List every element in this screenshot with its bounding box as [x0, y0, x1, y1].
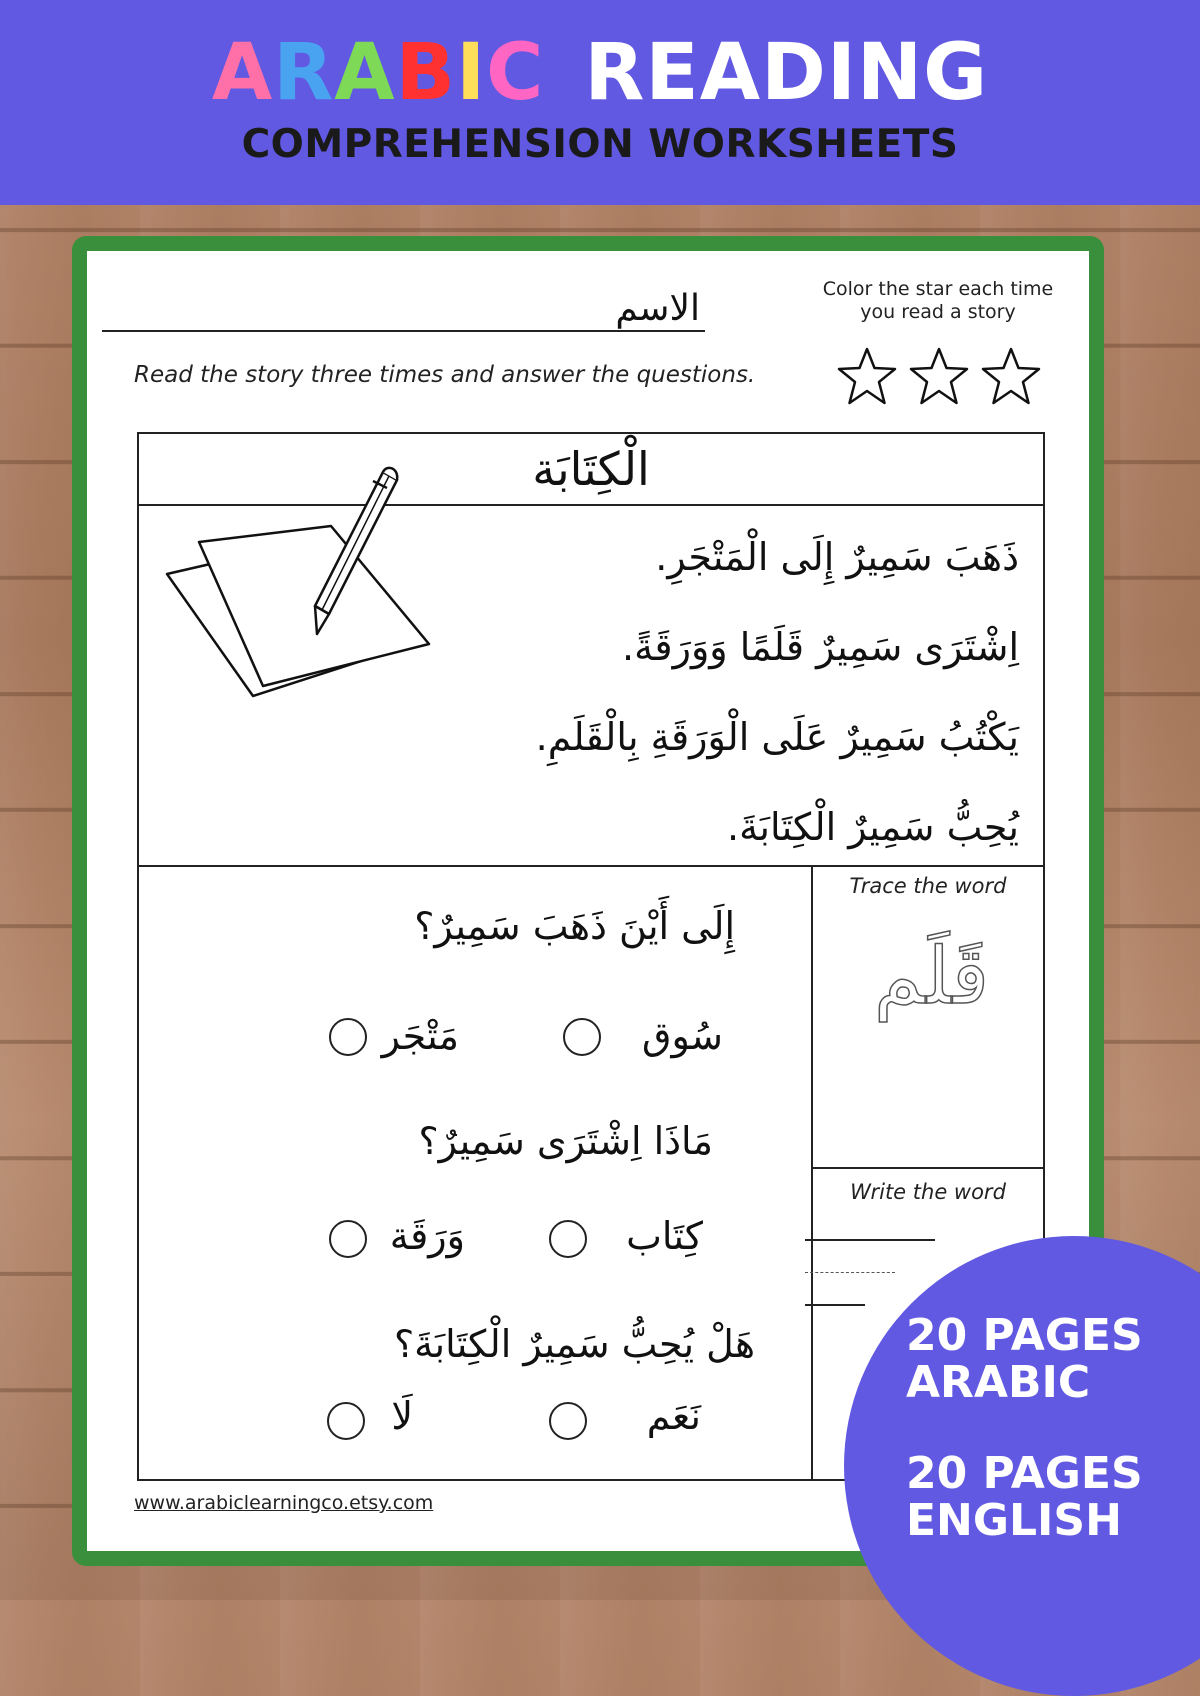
q1-option-2-radio[interactable] — [329, 1018, 367, 1056]
instruction-text: Read the story three times and answer the questions. — [134, 362, 756, 388]
story-line-4: يُحِبُّ سَمِيرٌ الْكِتَابَةَ. — [726, 805, 1019, 849]
name-label: الاسم — [615, 288, 700, 329]
question-1: إِلَى أَيْنَ ذَهَبَ سَمِيرٌ؟ — [414, 904, 735, 948]
title-letter-4: B — [395, 28, 457, 118]
q3-option-2: لَا — [391, 1394, 413, 1438]
write-line-top[interactable] — [805, 1239, 935, 1241]
q2-option-2: وَرَقَة — [389, 1214, 465, 1258]
trace-write-divider — [813, 1167, 1043, 1169]
write-heading: Write the word — [850, 1180, 1006, 1204]
banner-subtitle: COMPREHENSION WORKSHEETS — [241, 122, 959, 167]
q1-option-1: سُوق — [642, 1014, 723, 1058]
q3-option-1-radio[interactable] — [549, 1402, 587, 1440]
question-2: مَاذَا اِشْتَرَى سَمِيرٌ؟ — [418, 1119, 713, 1163]
title-letter-2: R — [273, 28, 335, 118]
title-letter-6: C — [486, 28, 545, 118]
banner-title — [0, 28, 1200, 118]
star-note — [808, 278, 1068, 324]
q3-option-1: نَعَم — [646, 1394, 701, 1438]
write-line-base[interactable] — [805, 1304, 865, 1306]
title-word-reading: READING — [584, 28, 989, 118]
title-letter-1: A — [211, 28, 274, 118]
star-icon[interactable] — [908, 346, 970, 408]
badge-line-3: 20 PAGES — [906, 1448, 1143, 1499]
name-field — [130, 288, 710, 338]
badge-line-2: ARABIC — [906, 1357, 1091, 1408]
question-3: هَلْ يُحِبُّ سَمِيرٌ الْكِتَابَةَ؟ — [394, 1322, 755, 1366]
section-divider — [139, 865, 1043, 867]
q1-option-1-radio[interactable] — [563, 1018, 601, 1056]
badge-line-4: ENGLISH — [906, 1495, 1122, 1546]
q1-option-2: مَتْجَر — [381, 1014, 459, 1058]
star-rating — [836, 346, 1050, 408]
badge-english-pages — [906, 1450, 1196, 1544]
q3-option-2-radio[interactable] — [327, 1402, 365, 1440]
title-letter-3: A — [334, 28, 396, 118]
q2-option-1: كِتَاب — [626, 1214, 703, 1258]
q2-option-1-radio[interactable] — [549, 1220, 587, 1258]
story-title: الْكِتَابَة — [532, 442, 650, 496]
story-line-1: ذَهَبَ سَمِيرٌ إِلَى الْمَتْجَرِ. — [655, 535, 1019, 579]
badge-arabic-pages — [906, 1312, 1196, 1406]
title-letter-5: I — [456, 28, 487, 118]
star-note-line1: Color the star each time — [822, 278, 1054, 300]
trace-heading: Trace the word — [849, 874, 1007, 898]
write-line-mid — [805, 1272, 895, 1273]
star-icon[interactable] — [836, 346, 898, 408]
story-line-2: اِشْتَرَى سَمِيرٌ قَلَمًا وَوَرَقَةً. — [621, 625, 1019, 669]
footer-link[interactable]: www.arabiclearningco.etsy.com — [134, 1492, 434, 1514]
star-note-line2: you read a story — [860, 301, 1016, 323]
trace-word[interactable]: قَلَم — [873, 932, 989, 1022]
title-word-arabic — [212, 28, 545, 118]
badge-line-1: 20 PAGES — [906, 1310, 1143, 1361]
story-line-3: يَكْتُبُ سَمِيرٌ عَلَى الْوَرَقَةِ بِالْقَلَمِ. — [535, 715, 1019, 759]
story-text — [399, 512, 1019, 872]
q2-option-2-radio[interactable] — [329, 1220, 367, 1258]
column-divider — [811, 867, 813, 1479]
star-icon[interactable] — [980, 346, 1042, 408]
